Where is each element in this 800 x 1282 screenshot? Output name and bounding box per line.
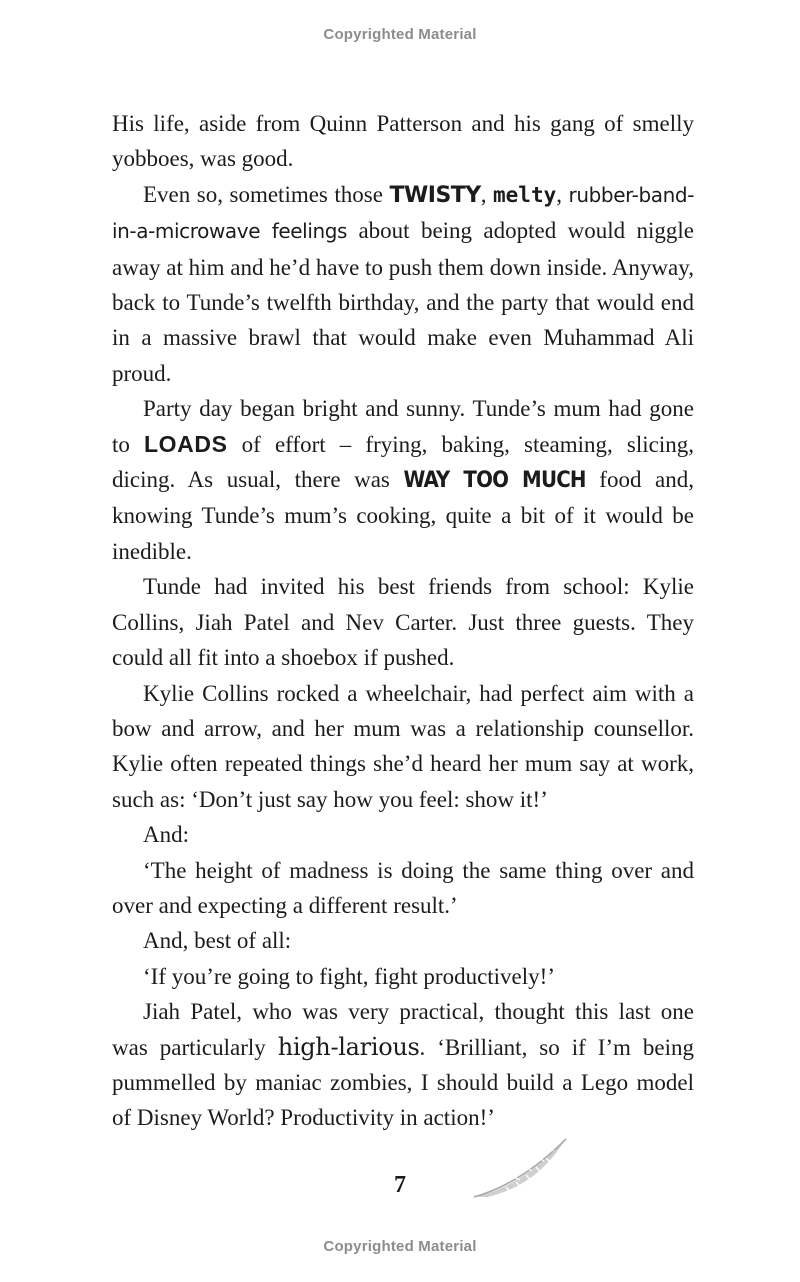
copyright-header: Copyrighted Material xyxy=(323,26,477,43)
separator-comma: , xyxy=(556,181,569,207)
paragraph-8: And, best of all: xyxy=(143,928,292,954)
separator-comma: , xyxy=(480,181,494,207)
paragraph-7: ‘The height of madness is doing the same thing over and over and expecting a different result.’ xyxy=(112,857,694,918)
feather-icon xyxy=(470,1135,570,1205)
stylized-word-high-larious: high-larious xyxy=(277,1032,420,1061)
stylized-phrase-rubber-band: rubber-band-in-a-microwave feelings xyxy=(112,182,695,244)
copyright-footer: Copyrighted Material xyxy=(323,1238,477,1255)
paragraph-3-text-c: food and, knowing Tunde’s mum’s cooking, quite a bit of it would be inedible. xyxy=(112,467,694,564)
paragraph-5: Kylie Collins rocked a wheelchair, had perfect aim with a bow and arrow, and her mum was a relationship counsellor. Kylie often repeated things she’d heard her mum say at work, such as: ‘Don’t just say how you feel: show it!’ xyxy=(112,680,694,812)
page-number: 7 xyxy=(394,1172,406,1198)
paragraph-9: ‘If you’re going to fight, fight productively!’ xyxy=(143,963,555,989)
paragraph-10-text-b: . ‘Brilliant, so if I’m being pummelled by maniac zombies, I should build a Lego model of Disney World? Productivity in action!’ xyxy=(112,1034,694,1131)
paragraph-4: Tunde had invited his best friends from school: Kylie Collins, Jiah Patel and Nev Carter. Just three guests. They could all fit into a shoebox if pushed. xyxy=(112,574,694,671)
paragraph-2 xyxy=(112,177,694,391)
paragraph-3 xyxy=(112,391,694,569)
stylized-word-melty: melty xyxy=(493,182,557,207)
stylized-word-twisty: TWISTY xyxy=(389,182,481,208)
stylized-phrase-way-too-much: WAY TOO MUCH xyxy=(403,468,586,494)
paragraph-10-text-a: Jiah Patel, who was very practical, thought this last one was particularly xyxy=(112,999,694,1060)
paragraph-1: His life, aside from Quinn Patterson and his gang of smelly yobboes, was good. xyxy=(112,111,694,172)
paragraph-3-text-b: of effort – frying, baking, steaming, slicing, dicing. As usual, there was xyxy=(112,431,694,493)
paragraph-3-text-a: Party day began bright and sunny. Tunde’s mum had gone to xyxy=(112,396,694,457)
paragraph-6: And: xyxy=(143,822,189,848)
paragraph-10 xyxy=(112,994,694,1136)
stylized-word-loads: LOADS xyxy=(144,430,228,457)
paragraph-2-text-b: about being adopted would niggle away at him and he’d have to push them down inside. Anyway, back to Tunde’s twelfth birthday, and the party that would end in a massive brawl that would make even Muhammad Ali proud. xyxy=(112,218,694,386)
paragraph-2-text-a: Even so, sometimes those xyxy=(143,181,390,207)
body-text xyxy=(112,106,694,1136)
